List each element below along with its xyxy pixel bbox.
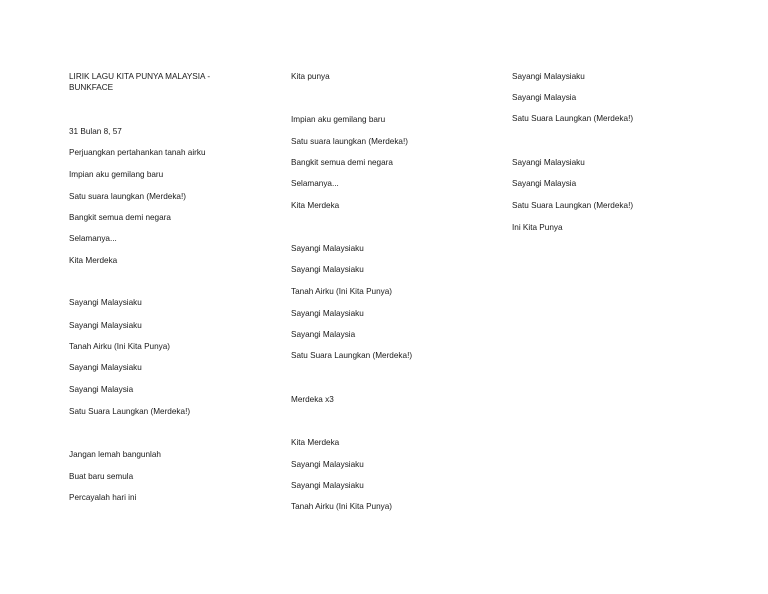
lyric-line: Tanah Airku (Ini Kita Punya): [291, 502, 393, 511]
lyric-line: Satu Suara Laungkan (Merdeka!): [512, 114, 634, 123]
lyric-line: Satu Suara Laungkan (Merdeka!): [69, 407, 191, 416]
lyric-line: Impian aku gemilang baru: [291, 115, 386, 124]
lyric-line: 31 Bulan 8, 57: [69, 127, 122, 136]
lyric-line: Sayangi Malaysiaku: [291, 481, 364, 490]
lyric-line: Sayangi Malaysiaku: [512, 72, 585, 81]
lyric-line: Sayangi Malaysiaku: [291, 265, 364, 274]
lyric-line: Sayangi Malaysiaku: [291, 309, 364, 318]
lyric-line: Percayalah hari ini: [69, 493, 137, 502]
lyric-line: Tanah Airku (Ini Kita Punya): [69, 342, 171, 351]
lyric-line: Satu suara laungkan (Merdeka!): [291, 137, 408, 146]
lyric-line: Impian aku gemilang baru: [69, 170, 164, 179]
lyric-line: Sayangi Malaysia: [512, 179, 577, 188]
lyric-line: Kita Merdeka: [291, 438, 340, 447]
lyric-line: Merdeka x3: [291, 395, 334, 404]
lyric-line: Bangkit semua demi negara: [69, 213, 171, 222]
lyric-line: Sayangi Malaysiaku: [291, 460, 364, 469]
lyric-line: Sayangi Malaysia: [69, 385, 134, 394]
lyric-line: Jangan lemah bangunlah: [69, 450, 161, 459]
lyric-line: Buat baru semula: [69, 472, 134, 481]
document-title: LIRIK LAGU KITA PUNYA MALAYSIA - BUNKFACE: [69, 72, 211, 92]
lyric-line: Sayangi Malaysia: [512, 93, 577, 102]
lyric-line: Sayangi Malaysiaku: [69, 298, 142, 307]
lyric-line: Selamanya...: [69, 234, 117, 243]
lyric-line: Satu suara laungkan (Merdeka!): [69, 192, 186, 201]
lyric-line: Sayangi Malaysiaku: [69, 321, 142, 330]
lyric-line: Kita Merdeka: [291, 201, 340, 210]
lyric-line: Perjuangkan pertahankan tanah airku: [69, 148, 206, 157]
lyric-line: Kita Merdeka: [69, 256, 118, 265]
lyric-line: Kita punya: [291, 72, 330, 81]
lyric-line: Bangkit semua demi negara: [291, 158, 393, 167]
lyric-line: Ini Kita Punya: [512, 223, 563, 232]
lyric-line: Sayangi Malaysia: [291, 330, 356, 339]
lyric-line: Satu Suara Laungkan (Merdeka!): [512, 201, 634, 210]
lyric-line: Selamanya...: [291, 179, 339, 188]
lyric-line: Sayangi Malaysiaku: [512, 158, 585, 167]
lyric-line: Sayangi Malaysiaku: [291, 244, 364, 253]
lyric-line: Tanah Airku (Ini Kita Punya): [291, 287, 393, 296]
lyric-line: Satu Suara Laungkan (Merdeka!): [291, 351, 413, 360]
lyric-line: Sayangi Malaysiaku: [69, 363, 142, 372]
